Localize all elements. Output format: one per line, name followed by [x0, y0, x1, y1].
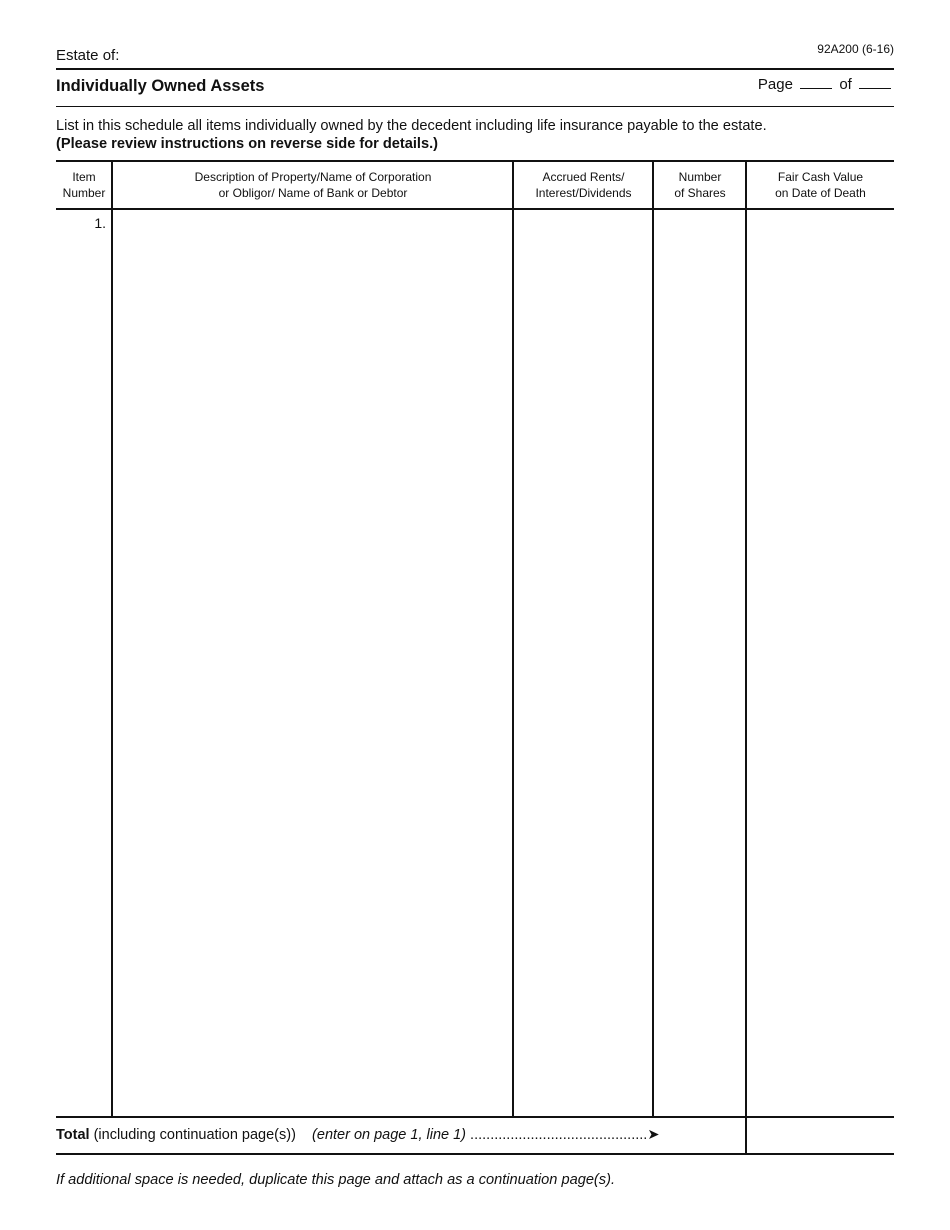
col-header-line: Number	[62, 186, 106, 200]
estate-of-label: Estate of:	[56, 47, 120, 64]
col-header-line: Item	[72, 170, 96, 184]
instructions-review-note: (Please review instructions on reverse side for details.)	[56, 136, 439, 152]
accrued-field[interactable]	[515, 211, 651, 1115]
page-indicator	[758, 76, 894, 93]
col-header-line: Fair Cash Value	[777, 170, 864, 184]
col-header-line: or Obligor/ Name of Bank or Debtor	[218, 186, 408, 200]
fair-cash-value-field[interactable]	[748, 211, 893, 1115]
instructions-text: List in this schedule all items individually owned by the decedent including life insurance payable to the estate.	[56, 118, 767, 134]
arrow-right-icon: ➤	[647, 1127, 660, 1143]
title-rule	[56, 106, 894, 107]
total-leader-dots: ............................................	[470, 1127, 648, 1143]
total-row	[56, 1127, 659, 1143]
instructions	[56, 117, 896, 153]
col-header-line: Description of Property/Name of Corporation	[194, 170, 432, 184]
col-header-fair-cash-value	[747, 169, 894, 201]
col-header-line: on Date of Death	[775, 186, 866, 200]
total-instruction: (enter on page 1, line 1)	[312, 1127, 467, 1143]
header-rule	[56, 68, 894, 70]
section-title: Individually Owned Assets	[56, 77, 265, 95]
column-divider	[745, 161, 747, 1154]
total-bottom-rule	[56, 1153, 894, 1155]
table-body-bottom-rule	[56, 1116, 894, 1118]
col-header-line: of Shares	[674, 186, 726, 200]
total-qualifier: (including continuation page(s))	[93, 1127, 296, 1143]
col-header-accrued	[514, 169, 653, 201]
column-divider	[652, 161, 654, 1117]
column-divider	[512, 161, 514, 1117]
page-total-field[interactable]	[859, 76, 891, 89]
form-number: 92A200 (6-16)	[817, 42, 894, 56]
total-value-field[interactable]	[748, 1119, 893, 1152]
description-field[interactable]	[114, 211, 511, 1115]
col-header-line: Number	[678, 170, 722, 184]
total-label: Total	[56, 1127, 90, 1143]
of-label: of	[839, 76, 852, 93]
col-header-line: Interest/Dividends	[535, 186, 632, 200]
table-header-rule	[56, 208, 894, 210]
item-number-cell: 1.	[94, 215, 106, 231]
table-top-rule	[56, 160, 894, 162]
page-number-field[interactable]	[800, 76, 832, 89]
col-header-line: Accrued Rents/	[542, 170, 625, 184]
col-header-item-number	[56, 169, 112, 201]
shares-field[interactable]	[655, 211, 744, 1115]
footer-note: If additional space is needed, duplicate this page and attach as a continuation page(s).	[56, 1172, 616, 1188]
col-header-shares	[654, 169, 746, 201]
col-header-description	[113, 169, 513, 201]
column-divider	[111, 161, 113, 1117]
page-label: Page	[757, 76, 793, 93]
